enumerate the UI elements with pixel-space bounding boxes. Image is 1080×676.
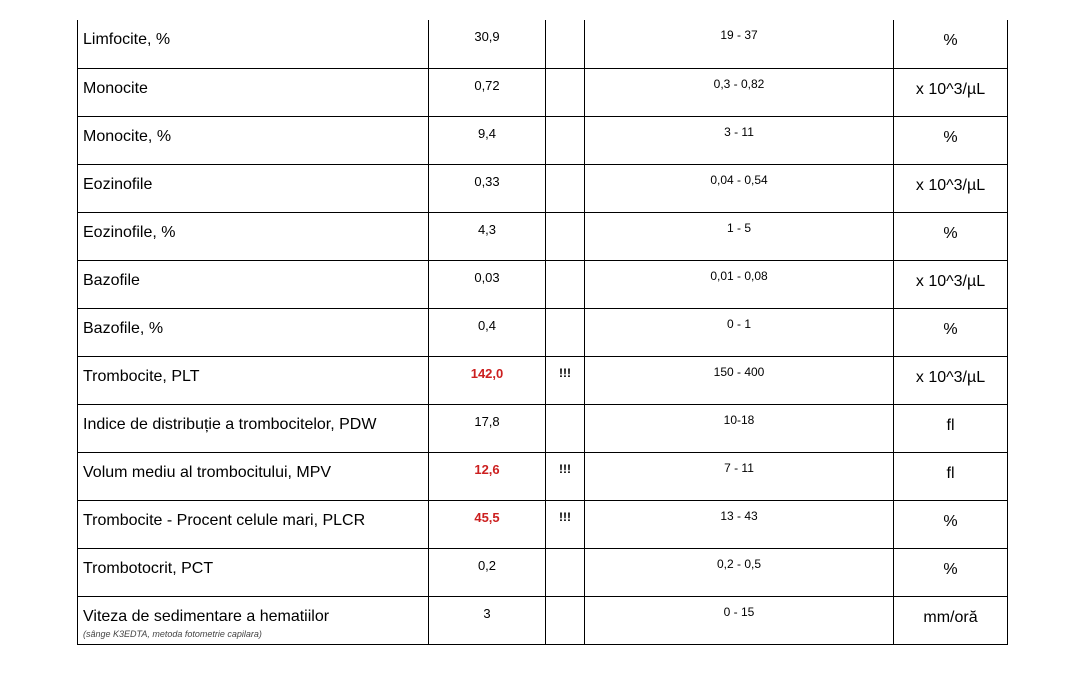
table-row <box>78 452 1008 500</box>
reference-range: 3 - 11 <box>585 116 894 164</box>
test-name: Trombocite - Procent celule mari, PLCR <box>83 511 366 529</box>
test-name-cell <box>78 68 429 116</box>
unit: % <box>894 116 1008 164</box>
table-row <box>78 116 1008 164</box>
test-name: Trombocite, PLT <box>83 367 200 385</box>
lab-results-table <box>77 20 1008 645</box>
unit: x 10^3/µL <box>894 164 1008 212</box>
table-row <box>78 164 1008 212</box>
result-value: 12,6 <box>429 452 546 500</box>
test-name: Monocite, % <box>83 127 172 145</box>
unit: fl <box>894 452 1008 500</box>
test-name-cell <box>78 500 429 548</box>
result-value: 0,2 <box>429 548 546 596</box>
abnormal-flag <box>546 308 585 356</box>
test-method-note: (sânge K3EDTA, metoda fotometrie capilara) <box>83 628 262 639</box>
abnormal-flag: !!! <box>546 356 585 404</box>
table-row <box>78 548 1008 596</box>
test-name: Monocite <box>83 79 148 97</box>
result-value: 0,33 <box>429 164 546 212</box>
test-name: Bazofile, % <box>83 319 164 337</box>
test-name-cell <box>78 356 429 404</box>
reference-range: 0,01 - 0,08 <box>585 260 894 308</box>
test-name: Indice de distribuție a trombocitelor, PDW <box>83 415 377 433</box>
reference-range: 0 - 15 <box>585 596 894 644</box>
unit: fl <box>894 404 1008 452</box>
unit: % <box>894 548 1008 596</box>
test-name-cell <box>78 548 429 596</box>
abnormal-flag <box>546 68 585 116</box>
test-name: Trombotocrit, PCT <box>83 559 214 577</box>
reference-range: 150 - 400 <box>585 356 894 404</box>
abnormal-flag <box>546 260 585 308</box>
abnormal-flag <box>546 404 585 452</box>
unit: x 10^3/µL <box>894 68 1008 116</box>
test-name-cell <box>78 596 429 644</box>
unit: mm/oră <box>894 596 1008 644</box>
reference-range: 1 - 5 <box>585 212 894 260</box>
test-name: Eozinofile, % <box>83 223 176 241</box>
test-name: Bazofile <box>83 271 140 289</box>
reference-range: 0,04 - 0,54 <box>585 164 894 212</box>
table-row <box>78 596 1008 644</box>
result-value: 45,5 <box>429 500 546 548</box>
abnormal-flag <box>546 164 585 212</box>
reference-range: 0 - 1 <box>585 308 894 356</box>
reference-range: 19 - 37 <box>585 20 894 68</box>
test-name: Volum mediu al trombocitului, MPV <box>83 463 332 481</box>
abnormal-flag <box>546 116 585 164</box>
abnormal-flag <box>546 20 585 68</box>
result-value: 30,9 <box>429 20 546 68</box>
table-row <box>78 260 1008 308</box>
table-row <box>78 356 1008 404</box>
table-row <box>78 20 1008 68</box>
test-name: Limfocite, % <box>83 31 171 48</box>
test-name-cell <box>78 20 429 68</box>
result-value: 142,0 <box>429 356 546 404</box>
unit: % <box>894 212 1008 260</box>
unit: % <box>894 500 1008 548</box>
unit: % <box>894 308 1008 356</box>
table-row <box>78 68 1008 116</box>
test-name-cell <box>78 260 429 308</box>
test-name-cell <box>78 116 429 164</box>
test-name-cell <box>78 308 429 356</box>
lab-results-body <box>78 20 1008 644</box>
test-name-cell <box>78 404 429 452</box>
test-name: Eozinofile <box>83 175 153 193</box>
table-row <box>78 500 1008 548</box>
result-value: 0,72 <box>429 68 546 116</box>
abnormal-flag: !!! <box>546 500 585 548</box>
table-row <box>78 212 1008 260</box>
unit: % <box>894 20 1008 68</box>
result-value: 4,3 <box>429 212 546 260</box>
test-name-cell <box>78 452 429 500</box>
abnormal-flag <box>546 212 585 260</box>
abnormal-flag <box>546 548 585 596</box>
result-value: 9,4 <box>429 116 546 164</box>
result-value: 0,4 <box>429 308 546 356</box>
reference-range: 0,3 - 0,82 <box>585 68 894 116</box>
result-value: 17,8 <box>429 404 546 452</box>
unit: x 10^3/µL <box>894 356 1008 404</box>
reference-range: 0,2 - 0,5 <box>585 548 894 596</box>
result-value: 3 <box>429 596 546 644</box>
unit: x 10^3/µL <box>894 260 1008 308</box>
test-name-cell <box>78 164 429 212</box>
test-name: Viteza de sedimentare a hematiilor <box>83 607 330 625</box>
test-name-cell <box>78 212 429 260</box>
abnormal-flag: !!! <box>546 452 585 500</box>
reference-range: 7 - 11 <box>585 452 894 500</box>
result-value: 0,03 <box>429 260 546 308</box>
reference-range: 13 - 43 <box>585 500 894 548</box>
abnormal-flag <box>546 596 585 644</box>
table-row <box>78 404 1008 452</box>
table-row <box>78 308 1008 356</box>
reference-range: 10-18 <box>585 404 894 452</box>
